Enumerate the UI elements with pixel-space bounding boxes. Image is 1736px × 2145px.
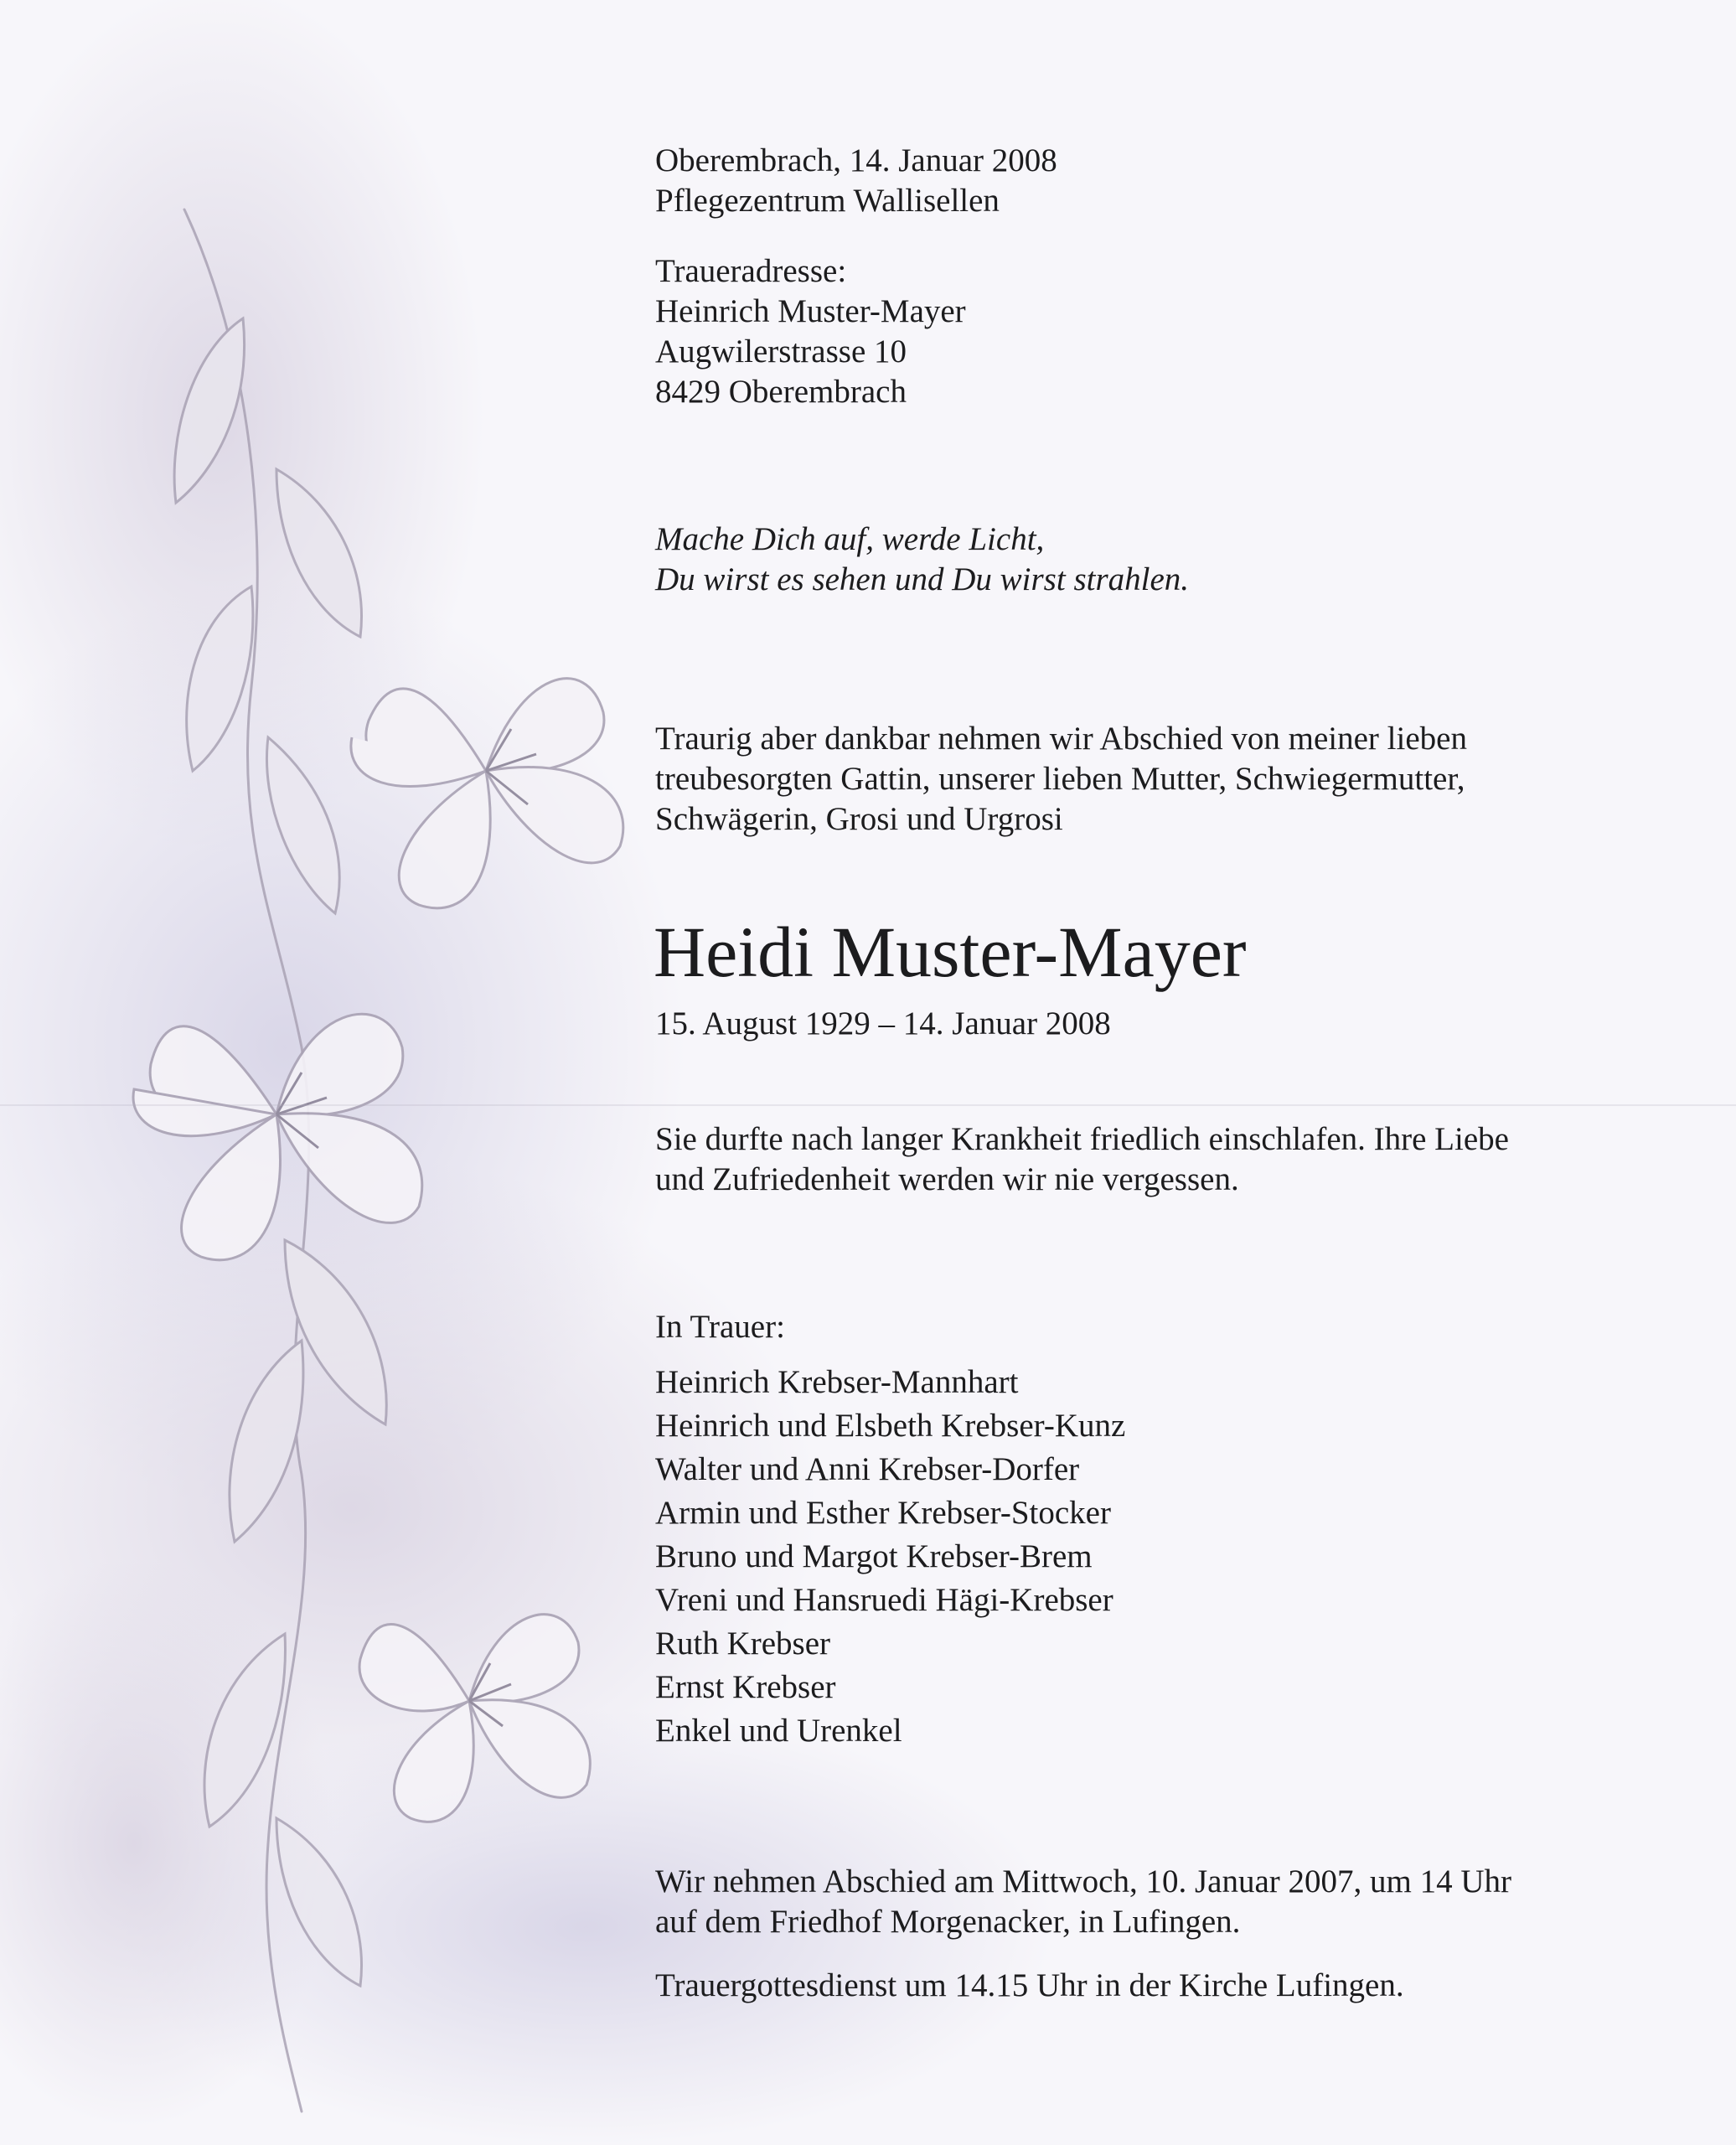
motto-verse	[655, 519, 1694, 600]
passing-paragraph	[655, 1119, 1694, 1200]
list-item: Heinrich und Elsbeth Krebser-Kunz	[655, 1408, 1126, 1444]
address-name: Heinrich Muster-Mayer	[655, 293, 966, 329]
mourners-label: In Trauer:	[655, 1309, 785, 1345]
farewell-line-2: auf dem Friedhof Morgenacker, in Lufingen.	[655, 1904, 1241, 1940]
place-date-block	[655, 141, 1694, 221]
motto-line-1: Mache Dich auf, werde Licht,	[655, 521, 1045, 557]
deceased-name: Heidi Muster-Mayer	[654, 912, 1247, 992]
list-item: Ernst Krebser	[655, 1669, 836, 1705]
intro-line-3: Schwägerin, Grosi und Urgrosi	[655, 801, 1063, 837]
intro-line-2: treubesorgten Gattin, unserer lieben Mutter, Schwiegermutter,	[655, 761, 1465, 797]
service-line: Trauergottesdienst um 14.15 Uhr in der Kirche Lufingen.	[655, 1967, 1404, 2003]
list-item: Bruno und Margot Krebser-Brem	[655, 1538, 1093, 1574]
service-block	[655, 1966, 1694, 2006]
passing-line-2: und Zufriedenheit werden wir nie vergessen.	[655, 1161, 1239, 1197]
list-item: Vreni und Hansruedi Hägi-Krebser	[655, 1582, 1113, 1618]
deceased-dates-block	[655, 1004, 1694, 1044]
mourners-block	[655, 1305, 1694, 1753]
mourners-list	[655, 1361, 1694, 1753]
mourning-address-block	[655, 251, 1694, 412]
location: Pflegezentrum Wallisellen	[655, 183, 1000, 219]
address-city: 8429 Oberembrach	[655, 374, 907, 410]
deceased-dates: 15. August 1929 – 14. Januar 2008	[655, 1005, 1111, 1041]
list-item: Ruth Krebser	[655, 1626, 831, 1662]
paper-fold-line	[0, 1104, 1736, 1106]
list-item: Walter und Anni Krebser-Dorfer	[655, 1451, 1080, 1487]
farewell-paragraph	[655, 1862, 1694, 1942]
place-date: Oberembrach, 14. Januar 2008	[655, 142, 1057, 178]
intro-line-1: Traurig aber dankbar nehmen wir Abschied von meiner lieben	[655, 721, 1467, 757]
passing-line-1: Sie durfte nach langer Krankheit friedlich einschlafen. Ihre Liebe	[655, 1121, 1509, 1157]
motto-line-2: Du wirst es sehen und Du wirst strahlen.	[655, 561, 1190, 597]
address-street: Augwilerstrasse 10	[655, 333, 907, 370]
address-label: Traueradresse:	[655, 253, 847, 289]
list-item: Heinrich Krebser-Mannhart	[655, 1364, 1019, 1400]
list-item: Enkel und Urenkel	[655, 1713, 902, 1749]
list-item: Armin und Esther Krebser-Stocker	[655, 1495, 1111, 1531]
farewell-line-1: Wir nehmen Abschied am Mittwoch, 10. Januar 2007, um 14 Uhr	[655, 1863, 1511, 1899]
intro-paragraph	[655, 719, 1694, 840]
